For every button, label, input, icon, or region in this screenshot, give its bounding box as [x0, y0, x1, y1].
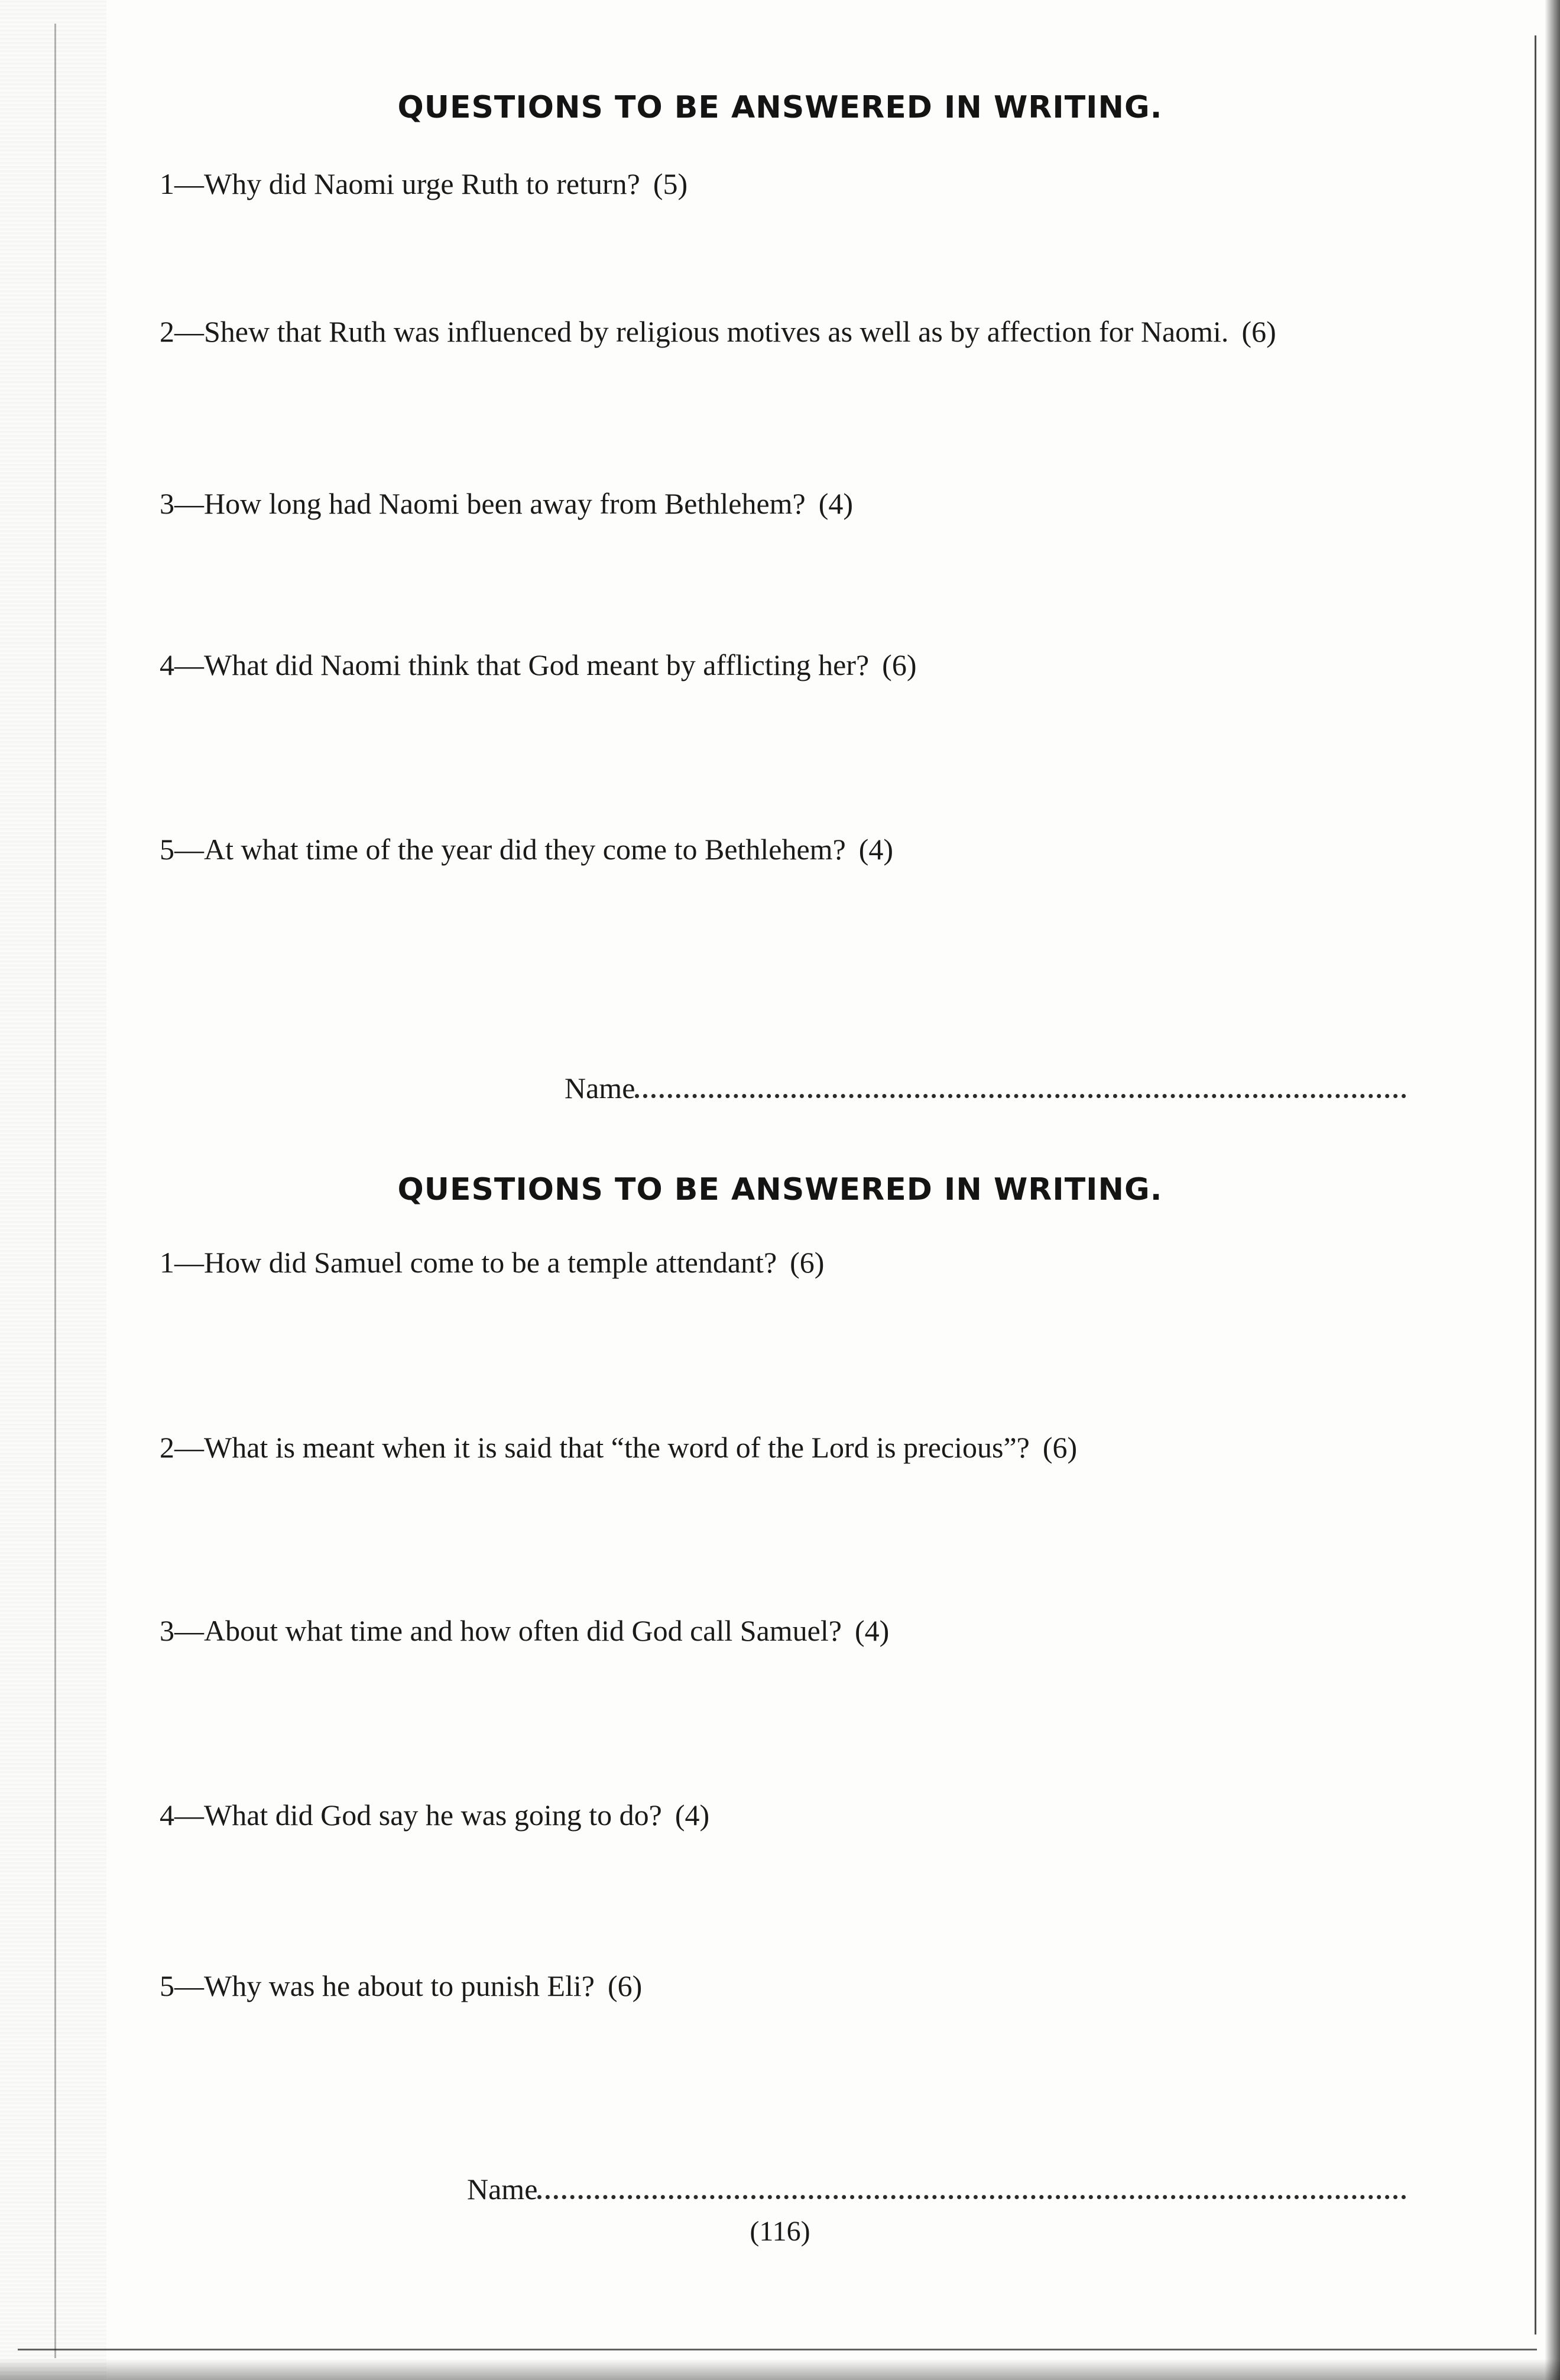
question-number: 2	[160, 315, 174, 348]
name-label: Name	[467, 2173, 538, 2206]
section-1-question-1: 1—Why did Naomi urge Ruth to return? (5)	[160, 167, 688, 200]
question-number: 3	[160, 487, 174, 520]
question-text: Why was he about to punish Eli?	[204, 1969, 595, 2002]
question-marks: (6)	[1042, 1431, 1078, 1464]
section-1-question-4: 4—What did Naomi think that God meant by afflicting her? (6)	[160, 648, 917, 681]
section-2-question-1: 1—How did Samuel come to be a temple attendant? (6)	[160, 1246, 825, 1279]
question-marks: (5)	[653, 167, 688, 200]
question-number: 5	[160, 833, 174, 866]
section-1-question-3: 3—How long had Naomi been away from Bethlehem? (4)	[160, 487, 854, 520]
question-marks: (4)	[818, 487, 854, 520]
question-number: 2	[160, 1431, 174, 1464]
name-label: Name	[565, 1072, 635, 1105]
question-number: 3	[160, 1614, 174, 1647]
page-number: (116)	[750, 2216, 810, 2247]
question-number: 4	[160, 648, 174, 681]
section-1-question-5: 5—At what time of the year did they come to Bethlehem? (4)	[160, 833, 894, 866]
question-text: Why did Naomi urge Ruth to return?	[204, 167, 640, 200]
question-text: What is meant when it is said that “the word of the Lord is precious”?	[204, 1431, 1030, 1464]
question-text: What did Naomi think that God meant by afflicting her?	[204, 648, 870, 681]
section-1-name-line	[565, 1071, 1406, 1105]
question-number: 1	[160, 167, 174, 200]
scan-bottom-border	[18, 2349, 1537, 2350]
name-answer-field[interactable]	[635, 1074, 1406, 1098]
section-1-question-2: 2—Shew that Ruth was influenced by religious motives as well as by affection for Naomi. (6)	[160, 315, 1276, 348]
question-marks: (4)	[674, 1798, 710, 1832]
section-2-question-4: 4—What did God say he was going to do? (4)	[160, 1798, 710, 1832]
question-text: How did Samuel come to be a temple attendant?	[204, 1246, 777, 1279]
question-text: How long had Naomi been away from Bethlehem?	[204, 487, 806, 520]
question-marks: (6)	[790, 1246, 825, 1279]
section-1-heading: QUESTIONS TO BE ANSWERED IN WRITING.	[397, 90, 1163, 125]
question-number: 4	[160, 1798, 174, 1832]
section-2-question-3: 3—About what time and how often did God call Samuel? (4)	[160, 1614, 890, 1647]
section-2-question-2: 2—What is meant when it is said that “the word of the Lord is precious”? (6)	[160, 1431, 1078, 1464]
question-text: At what time of the year did they come to Bethlehem?	[204, 833, 846, 866]
question-text: Shew that Ruth was influenced by religious motives as well as by affection for Naomi.	[204, 315, 1229, 348]
section-2-name-line	[467, 2172, 1406, 2206]
question-marks: (6)	[608, 1969, 643, 2002]
name-answer-field[interactable]	[537, 2175, 1406, 2199]
question-number: 1	[160, 1246, 174, 1279]
question-marks: (4)	[854, 1614, 890, 1647]
question-text: What did God say he was going to do?	[204, 1798, 662, 1832]
question-marks: (4)	[858, 833, 894, 866]
question-marks: (6)	[1241, 315, 1276, 348]
question-text: About what time and how often did God call Samuel?	[204, 1614, 842, 1647]
question-marks: (6)	[882, 648, 917, 681]
question-number: 5	[160, 1969, 174, 2002]
scan-bottom-edge	[0, 2359, 1560, 2380]
section-2-heading: QUESTIONS TO BE ANSWERED IN WRITING.	[397, 1172, 1163, 1207]
section-2-question-5: 5—Why was he about to punish Eli? (6)	[160, 1969, 643, 2002]
